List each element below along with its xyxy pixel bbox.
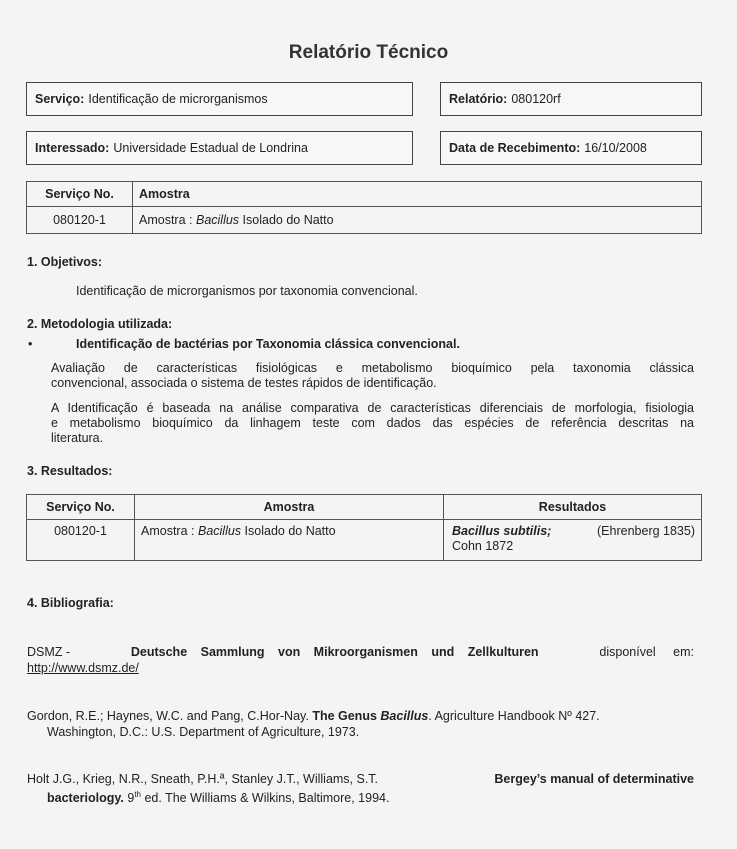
table-row [27,207,702,234]
ref-holt-line2 [27,787,694,806]
servico-label: Serviço: [35,92,85,106]
ref-holt-authors: Holt J.G., Krieg, N.R., Sneath, P.H.ª, Stanley J.T., Williams, S.T. [27,772,379,786]
data-recebimento-box [440,131,702,165]
ref-dsmz-line1 [27,644,694,660]
ref-holt-publisher: ed. The Williams & Wilkins, Baltimore, 1994. [144,791,390,806]
results-amostra-genus: Bacillus [197,524,242,538]
data-recebimento-value: 16/10/2008 [584,141,647,155]
page-title: Relatório Técnico [288,42,449,63]
ref-gordon-handbook: . Agriculture Handbook Nº 427. [428,709,600,723]
ref-dsmz-available: disponível em: [599,645,694,659]
ref-holt-line1 [27,771,694,787]
ref-holt-edition-sup: th [134,790,141,799]
results-row-amostra [135,520,444,561]
results-row-resultado [444,520,702,561]
ref-holt [27,771,694,806]
interessado-box [26,131,413,165]
ref-gordon-authors: Gordon, R.E.; Haynes, W.C. and Pang, C.Hor-Nay. [27,709,309,723]
relatorio-value: 080120rf [511,92,561,106]
sample-col-amostra: Amostra [133,182,702,207]
resultado-author1: (Ehrenberg 1835) [597,524,695,538]
amostra-genus: Bacillus [195,213,240,227]
bullet-icon: • [28,337,33,351]
para2-line3: literatura. [51,431,104,445]
ref-gordon-line1 [27,708,694,724]
sample-row-no: 080120-1 [27,207,133,234]
para2-line2: e metabolismo bioquímico da linhagem teste com dados das espécies de referência descritas na [51,416,694,430]
section-objetivos-heading: 1. Objetivos: [27,255,103,269]
servico-box [26,82,413,116]
interessado-label: Interessado: [35,141,110,155]
ref-holt-edition: 9 [127,791,135,806]
resultado-species: Bacillus subtilis; [452,524,552,538]
results-col-servico: Serviço No. [27,495,135,520]
section-metodologia-heading: 2. Metodologia utilizada: [27,317,173,331]
amostra-prefix: Amostra : [139,213,193,227]
ref-holt-title-end: bacteriology. [47,791,124,806]
para1-line2: convencional, associada o sistema de testes rápidos de identificação. [51,376,437,390]
ref-dsmz [27,644,694,676]
para2-line1: A Identificação é baseada na análise comparativa de características diferenciais de morfologia, fisiologia [51,401,694,415]
ref-dsmz-link[interactable]: http://www.dsmz.de/ [27,661,139,675]
metodologia-bullet-title: Identificação de bactérias por Taxonomia clássica convencional. [76,337,460,351]
ref-gordon [27,708,694,740]
ref-gordon-title: The Genus [312,709,377,723]
table-row [27,520,702,561]
section-objetivos-text: Identificação de microrganismos por taxonomia convencional. [76,284,418,298]
interessado-value: Universidade Estadual de Londrina [113,141,308,155]
resultado-line1 [452,524,695,539]
sample-col-servico: Serviço No. [27,182,133,207]
ref-dsmz-title: Deutsche Sammlung von Mikroorganismen und Zellkulturen [130,645,539,659]
results-col-amostra: Amostra [135,495,444,520]
data-recebimento-label: Data de Recebimento: [449,141,581,155]
relatorio-box [440,82,702,116]
results-amostra-suffix: Isolado do Natto [244,524,336,538]
amostra-suffix: Isolado do Natto [242,213,334,227]
ref-holt-title: Bergey’s manual of determinative [494,772,694,786]
results-row-no: 080120-1 [27,520,135,561]
ref-gordon-genus: Bacillus [380,709,429,723]
results-col-resultados: Resultados [444,495,702,520]
section-bibliografia-heading: 4. Bibliografia: [27,596,114,610]
sample-table [26,181,702,234]
section-resultados-heading: 3. Resultados: [27,464,113,478]
para1-line1: Avaliação de características fisiológicas e metabolismo bioquímico pela taxonomia clássica [51,361,694,375]
metodologia-para2 [51,401,694,446]
ref-gordon-line2: Washington, D.C.: U.S. Department of Agriculture, 1973. [47,725,360,739]
results-table [26,494,702,561]
resultado-author2: Cohn 1872 [452,539,514,553]
ref-dsmz-prefix: DSMZ - [27,645,71,659]
metodologia-para1 [51,361,694,391]
results-amostra-prefix: Amostra : [141,524,195,538]
relatorio-label: Relatório: [449,92,508,106]
sample-row-amostra [133,207,702,234]
servico-value: Identificação de microrganismos [88,92,268,106]
